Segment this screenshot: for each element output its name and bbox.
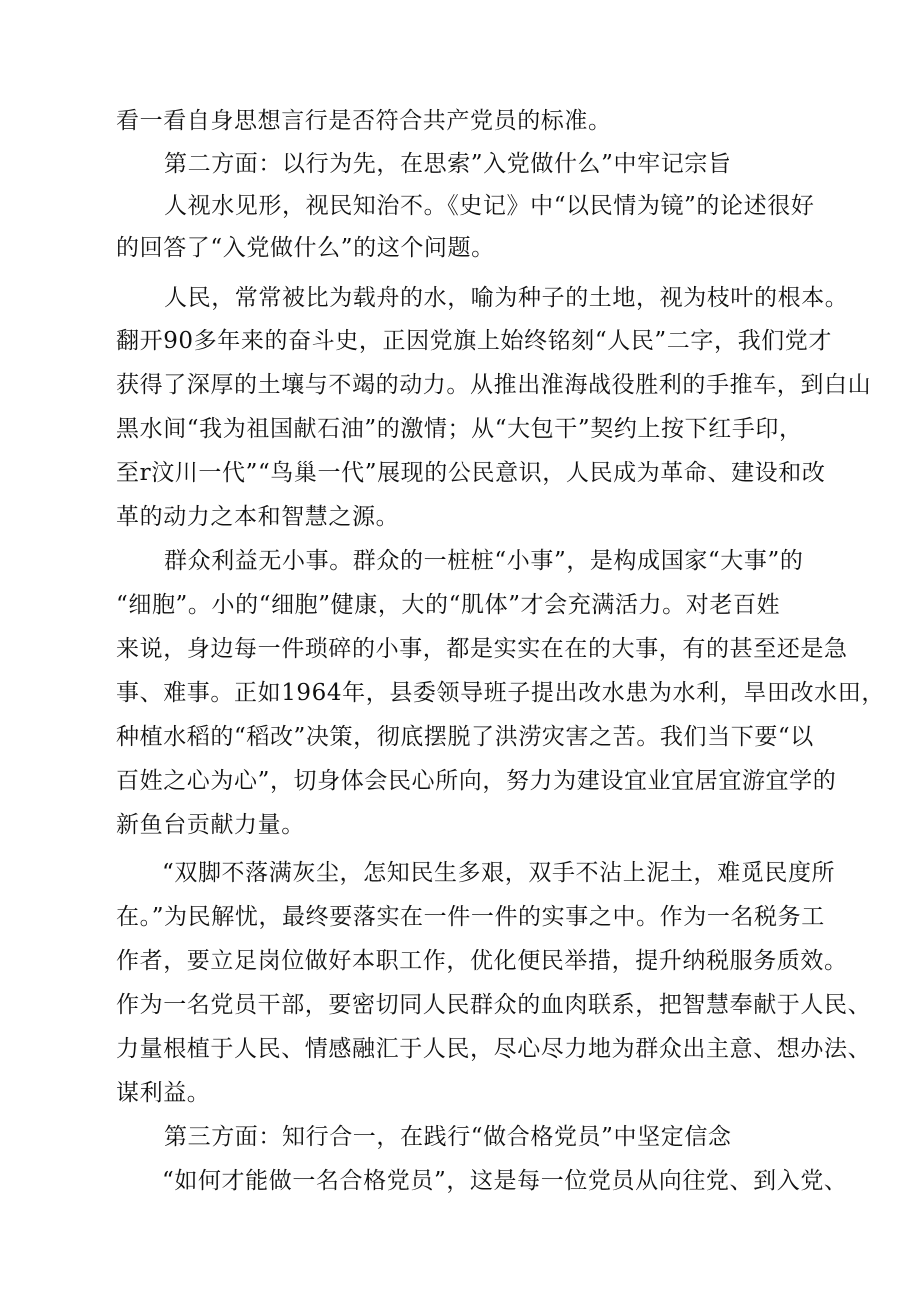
text-line-7: 获得了深厚的土壤与不竭的动力。从推出淮海战役胜利的手推车，到白山 <box>116 372 872 398</box>
text-line-4: 的回答了“入党做什么”的这个问题。 <box>116 235 495 261</box>
text-line-19: 在。”为民解忧，最终要落实在一件一件的实事之中。作为一名税务工 <box>116 904 825 930</box>
text-line-21: 作为一名党员干部，要密切同人民群众的血肉联系，把智慧奉献于人民、 <box>116 992 872 1018</box>
text-line-5: 人民，常常被比为载舟的水，喻为种子的土地，视为枝叶的根本。 <box>164 285 849 311</box>
text-line-11: 群众利益无小事。群众的一桩桩“小事”，是构成国家“大事”的 <box>164 548 804 574</box>
text-line-18: “双脚不落满灰尘，怎知民生多艰，双手不沾上泥土，难觅民度所 <box>162 860 836 886</box>
text-line-22: 力量根植于人民、情感融汇于人民，尽心尽力地为群众出主意、想办法、 <box>116 1036 872 1062</box>
text-line-3: 人视水见形，视民知治不。《史记》中“以民情为镜”的论述很好 <box>164 193 815 219</box>
text-line-8: 黑水间“我为祖国献石油”的激情；从“大包干”契约上按下红手印， <box>116 416 803 442</box>
text-line-13: 来说，身边每一件琐碎的小事，都是实实在在的大事，有的甚至还是急 <box>116 636 848 662</box>
text-line-1: 看一看自身思想言行是否符合共产党员的标准。 <box>116 108 612 134</box>
text-line-16: 百姓之心为心”，切身体会民心所向，努力为建设宜业宜居宜游宜学的 <box>116 768 837 794</box>
text-line-15: 种植水稻的“稻改”决策，彻底摆脱了洪涝灾害之苦。我们当下要“以 <box>116 724 814 750</box>
text-line-10: 革的动力之本和智慧之源。 <box>116 504 400 530</box>
section-heading-24: 第三方面：知行合一，在践行“做合格党员”中坚定信念 <box>164 1124 732 1150</box>
text-line-20: 作者，要立足岗位做好本职工作，优化便民举措，提升纳税服务质效。 <box>116 948 848 974</box>
text-line-12: “细胞”。小的“细胞”健康，大的“肌体”才会充满活力。对老百姓 <box>116 592 781 618</box>
text-line-25: “如何才能做一名合格党员”，这是每一位党员从向往党、到入党、 <box>162 1168 848 1194</box>
section-heading-2: 第二方面：以行为先，在思索”入党做什么”中牢记宗旨 <box>164 151 732 177</box>
text-line-14: 事、难事。正如1964年，县委领导班子提出改水患为水利，旱田改水田， <box>116 680 885 706</box>
text-line-17: 新鱼台贡献力量。 <box>116 812 305 838</box>
text-line-6: 翻开90多年来的奋斗史，正因党旗上始终铭刻“人民”二字，我们党才 <box>116 328 832 354</box>
text-line-9: 至r汶川一代”“鸟巢一代”展现的公民意识，人民成为革命、建设和改 <box>116 460 826 486</box>
text-line-23: 谋利益。 <box>116 1080 211 1106</box>
